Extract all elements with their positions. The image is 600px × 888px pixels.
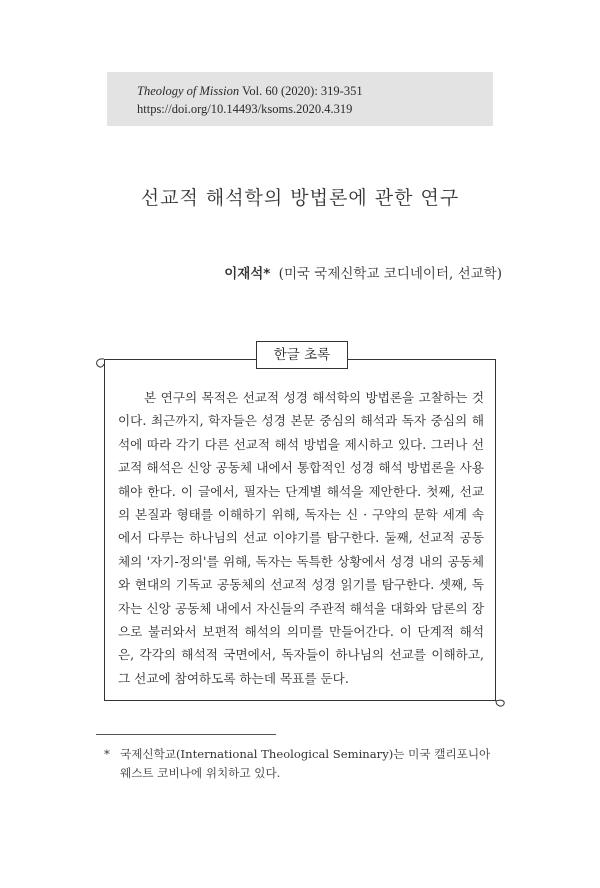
footnote-divider [96,734,276,735]
page-curl-top-left-icon [92,352,114,374]
footnote [104,745,504,783]
author-line [224,262,502,282]
citation-line [137,82,493,100]
author-name: 이재석* [224,266,271,282]
doi-link[interactable]: https://doi.org/10.14493/ksoms.2020.4.319 [137,102,353,116]
footnote-mark: * [104,747,110,761]
volume-info: Vol. 60 (2020): 319-351 [242,84,363,98]
author-affiliation: (미국 국제신학교 코디네이터, 선교학) [278,266,502,282]
abstract-label: 한글 초록 [256,341,348,369]
abstract-text: 본 연구의 목적은 선교적 성경 해석학의 방법론을 고찰하는 것이다. 최근까지, 학자들은 성경 본문 중심의 해석과 독자 중심의 해석에 따라 각기 다른 선교적 해석 방법을 제시하고 있다. 그러나 선교적 해석은 신앙 공동체 내에서 통합적인 성경 해석 방법론을 사용해야 한다. 이 글에서, 필자는 단계별 해석을 제안한다. 첫째, 선교의 본질과 형태를 이해하기 위해, 독자는 신 · 구약의 문학 세계 속에서 다루는 하나님의 선교 이야기를 탐구한다. 둘째, 선교적 공동체의 '자기-정의'를 위해, 독자는 독특한 상황에서 성경 내의 공동체와 현대의 기독교 공동체의 선교적 성경 읽기를 탐구한다. 셋째, 독자는 신앙 공동체 내에서 자신들의 주관적 해석을 대화와 담론의 장으로 불러와서 보편적 해석의 의미를 만들어간다. 이 단계적 해석은, 각각의 해석적 국면에서, 독자들이 하나님의 선교를 이해하고, 그 선교에 참여하도록 하는데 목표를 둔다. [118,390,484,686]
paper-title: 선교적 해석학의 방법론에 관한 연구 [140,187,460,209]
abstract-body [118,386,484,690]
journal-name: Theology of Mission [137,84,240,98]
page-curl-bottom-right-icon [485,690,507,712]
footnote-text: 국제신학교(International Theological Seminary)는 미국 캘리포니아 웨스트 코비나에 위치하고 있다. [120,747,491,780]
citation-box [107,72,493,126]
